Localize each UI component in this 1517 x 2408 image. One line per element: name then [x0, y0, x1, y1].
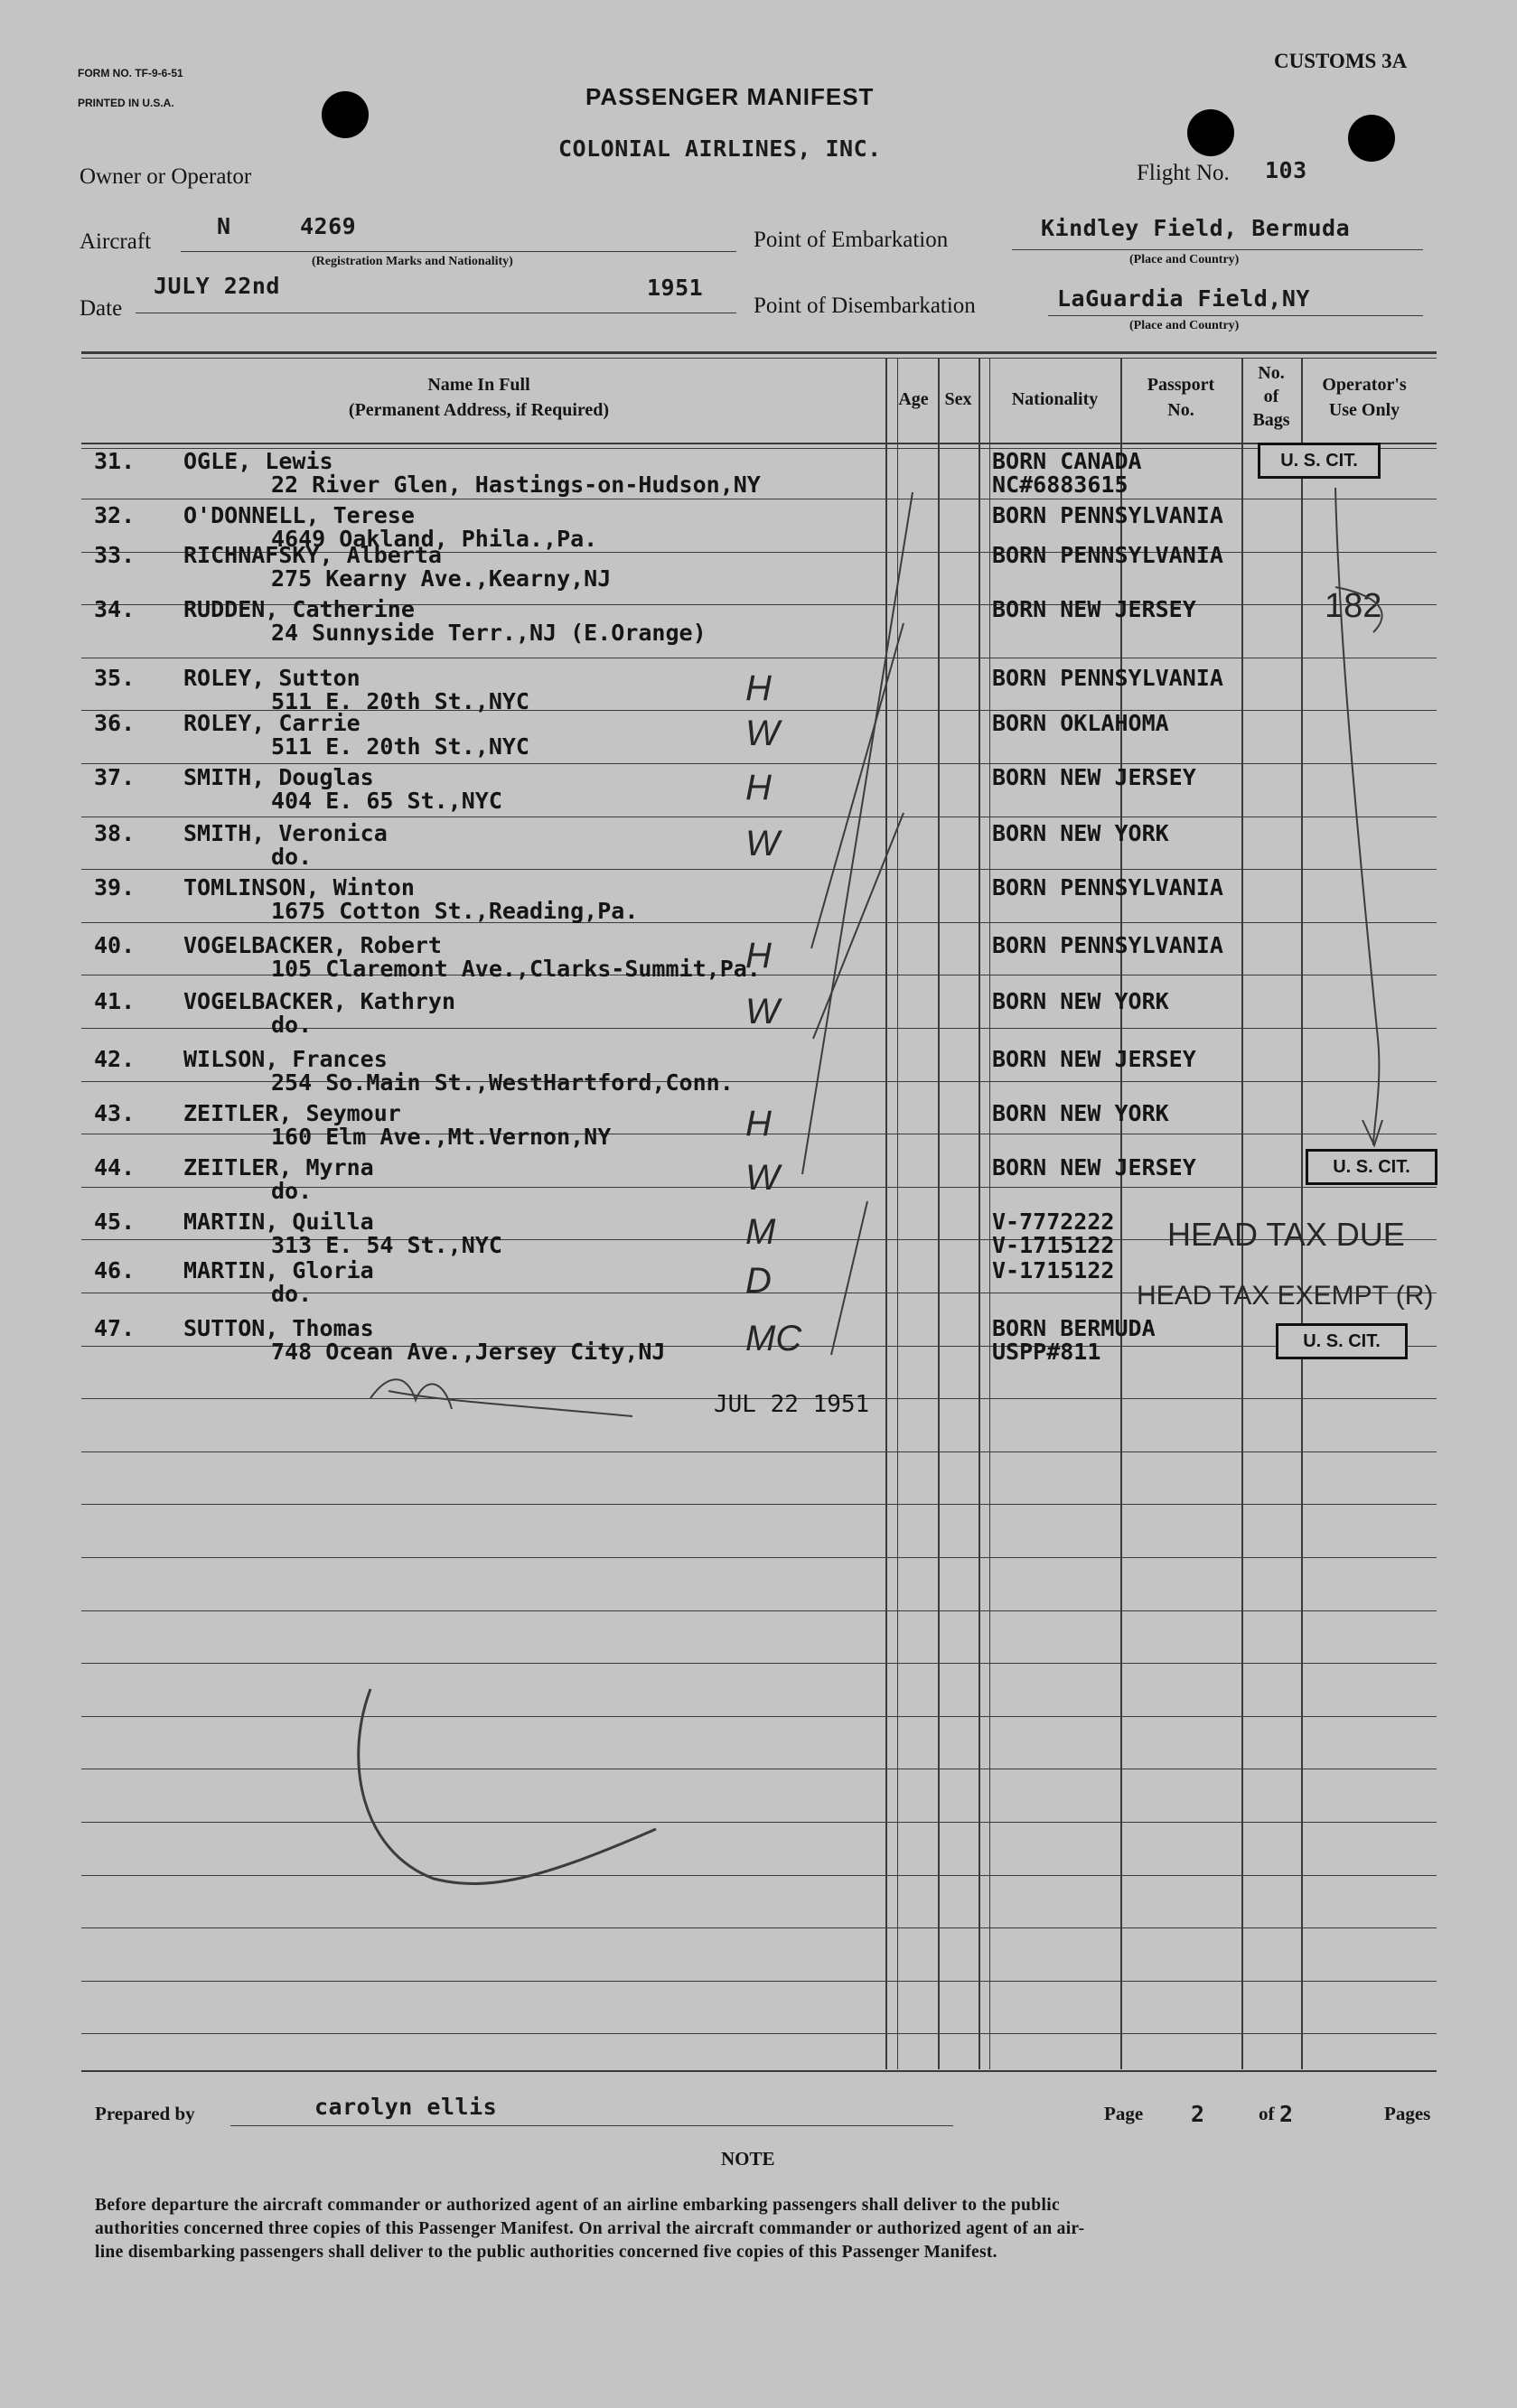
passenger-name: ROLEY, Sutton: [183, 665, 361, 691]
row-number: 31.: [94, 448, 136, 474]
col-header-name: Name In Full (Permanent Address, if Required): [348, 375, 610, 420]
footer-top-rule: [81, 2070, 1437, 2072]
row-number: 41.: [94, 988, 136, 1014]
us-citizen-stamp-3: U. S. CIT.: [1276, 1323, 1408, 1359]
page-label: Page: [1104, 2103, 1144, 2124]
note-line-3: line disembarking passengers shall deliver to the public authorities concerned five copies of this Passenger Manifest.: [95, 2243, 997, 2262]
handwritten-mark: W: [745, 824, 780, 863]
aircraft-reg-prefix: N: [217, 213, 231, 239]
date-label: Date: [80, 296, 123, 321]
passenger-address: 24 Sunnyside Terr.,NJ (E.Orange): [271, 620, 707, 646]
page-value: 2: [1191, 2101, 1205, 2127]
passenger-address: 404 E. 65 St.,NYC: [271, 788, 502, 814]
passenger-address: 4649 Oakland, Phila.,Pa.: [271, 526, 598, 552]
prepared-underline: [230, 2125, 953, 2126]
note-title: NOTE: [721, 2148, 775, 2170]
handwritten-mark: M: [745, 1212, 776, 1252]
col-header-age: Age: [898, 389, 929, 409]
flight-number: 103: [1265, 157, 1307, 183]
passenger-address: 22 River Glen, Hastings-on-Hudson,NY: [271, 471, 761, 498]
passenger-nationality: BORN PENNSYLVANIA: [992, 665, 1223, 691]
row-number: 34.: [94, 596, 136, 622]
disembark-caption: (Place and Country): [1129, 319, 1240, 332]
passenger-nationality: BORN NEW YORK: [992, 988, 1169, 1014]
row-number: 36.: [94, 710, 136, 736]
row-number: 32.: [94, 502, 136, 528]
embark-caption: (Place and Country): [1129, 253, 1240, 266]
passenger-nationality: BORN NEW JERSEY: [992, 1046, 1196, 1072]
passenger-nationality: BORN BERMUDA: [992, 1315, 1156, 1341]
passenger-nationality: BORN NEW JERSEY: [992, 1154, 1196, 1181]
note-line-1: Before departure the aircraft commander or authorized agent of an airline embarking passengers shall deliver to the public: [95, 2196, 1060, 2215]
passenger-address: 511 E. 20th St.,NYC: [271, 688, 529, 714]
form-number: FORM NO. TF-9-6-51: [78, 67, 183, 79]
passenger-address: 275 Kearny Ave.,Kearny,NJ: [271, 565, 612, 592]
col-header-bags: No. of Bags: [1252, 363, 1290, 430]
col-header-nationality: Nationality: [1011, 389, 1099, 409]
passenger-name: RUDDEN, Catherine: [183, 596, 415, 622]
row-number: 35.: [94, 665, 136, 691]
handwritten-mark: D: [745, 1261, 772, 1301]
passenger-name: VOGELBACKER, Robert: [183, 932, 442, 958]
passenger-name: SMITH, Douglas: [183, 764, 374, 790]
handwritten-mark: W: [745, 992, 780, 1031]
passenger-name: SUTTON, Thomas: [183, 1315, 374, 1341]
passenger-passport: USPP#811: [992, 1339, 1101, 1365]
passenger-nationality: BORN PENNSYLVANIA: [992, 542, 1223, 568]
row-number: 38.: [94, 820, 136, 846]
disembark-value: LaGuardia Field,NY: [1057, 285, 1310, 312]
passenger-name: TOMLINSON, Winton: [183, 874, 415, 901]
passenger-address: do.: [271, 844, 313, 870]
passenger-name: ZEITLER, Myrna: [183, 1154, 374, 1181]
passenger-name: SMITH, Veronica: [183, 820, 388, 846]
passenger-address: do.: [271, 1178, 313, 1204]
flight-label: Flight No.: [1137, 161, 1230, 185]
disembark-label: Point of Disembarkation: [754, 294, 976, 318]
passenger-name: O'DONNELL, Terese: [183, 502, 415, 528]
operator-value: COLONIAL AIRLINES, INC.: [558, 135, 882, 162]
passenger-name: ROLEY, Carrie: [183, 710, 361, 736]
operator-label: Owner or Operator: [80, 164, 252, 189]
aircraft-caption: (Registration Marks and Nationality): [312, 255, 513, 268]
handwritten-mark: MC: [745, 1319, 802, 1358]
date-received-stamp: JUL 22 1951: [714, 1391, 870, 1418]
pages-label: Pages: [1384, 2103, 1431, 2124]
passenger-address: 160 Elm Ave.,Mt.Vernon,NY: [271, 1124, 612, 1150]
row-number: 46.: [94, 1257, 136, 1283]
printed-in: PRINTED IN U.S.A.: [78, 97, 174, 109]
row-number: 47.: [94, 1315, 136, 1341]
passenger-name: RICHNAFSKY, Alberta: [183, 542, 442, 568]
prepared-by-value: carolyn ellis: [314, 2094, 498, 2120]
date-year: 1951: [647, 275, 704, 301]
us-citizen-stamp-1: U. S. CIT.: [1258, 443, 1381, 479]
handwritten-mark: W: [745, 714, 780, 753]
col-header-sex: Sex: [944, 389, 972, 409]
passenger-address: 254 So.Main St.,WestHartford,Conn.: [271, 1069, 734, 1096]
passenger-nationality: BORN OKLAHOMA: [992, 710, 1169, 736]
embark-label: Point of Embarkation: [754, 228, 949, 252]
date-value: JULY 22nd: [154, 273, 280, 299]
row-number: 43.: [94, 1100, 136, 1126]
passenger-name: WILSON, Frances: [183, 1046, 388, 1072]
passenger-name: ZEITLER, Seymour: [183, 1100, 401, 1126]
passenger-address: do.: [271, 1281, 313, 1307]
bags-total-handwritten: 182: [1325, 587, 1382, 625]
customs-form-label: CUSTOMS 3A: [1274, 50, 1408, 72]
row-number: 39.: [94, 874, 136, 901]
col-header-passport: Passport No.: [1147, 375, 1215, 420]
handwritten-mark: H: [745, 668, 772, 708]
handwritten-mark: H: [745, 1104, 772, 1143]
passenger-nationality: BORN NEW JERSEY: [992, 596, 1196, 622]
handwritten-mark: H: [745, 768, 772, 807]
us-citizen-stamp-2: U. S. CIT.: [1306, 1149, 1437, 1185]
passenger-address: 748 Ocean Ave.,Jersey City,NJ: [271, 1339, 666, 1365]
row-number: 37.: [94, 764, 136, 790]
note-line-2: authorities concerned three copies of this Passenger Manifest. On arrival the aircraft commander or authorized agent of an air-: [95, 2219, 1085, 2238]
document-title: PASSENGER MANIFEST: [585, 83, 875, 110]
passenger-passport: NC#6883615: [992, 471, 1128, 498]
passenger-address: 105 Claremont Ave.,Clarks-Summit,Pa.: [271, 956, 761, 982]
embark-value: Kindley Field, Bermuda: [1041, 215, 1351, 241]
col-header-operator-use: Operator's Use Only: [1322, 375, 1407, 420]
passenger-name: VOGELBACKER, Kathryn: [183, 988, 456, 1014]
handwritten-mark: H: [745, 936, 772, 975]
passenger-nationality: BORN NEW YORK: [992, 820, 1169, 846]
row-number: 44.: [94, 1154, 136, 1181]
passenger-address: 511 E. 20th St.,NYC: [271, 733, 529, 760]
passenger-address: 313 E. 54 St.,NYC: [271, 1232, 502, 1258]
passenger-nationality: BORN PENNSYLVANIA: [992, 874, 1223, 901]
passenger-address: 1675 Cotton St.,Reading,Pa.: [271, 898, 639, 924]
row-number: 40.: [94, 932, 136, 958]
passenger-nationality: V-7772222: [992, 1209, 1115, 1235]
passenger-nationality: BORN CANADA: [992, 448, 1142, 474]
passenger-nationality: BORN NEW YORK: [992, 1100, 1169, 1126]
aircraft-reg-number: 4269: [300, 213, 357, 239]
aircraft-label: Aircraft: [80, 229, 152, 254]
passenger-name: MARTIN, Quilla: [183, 1209, 374, 1235]
of-label: of: [1259, 2103, 1275, 2124]
row-number: 33.: [94, 542, 136, 568]
of-value: 2: [1279, 2101, 1294, 2127]
passenger-nationality: V-1715122: [992, 1257, 1115, 1283]
handwritten-mark: W: [745, 1158, 780, 1198]
passenger-nationality: BORN PENNSYLVANIA: [992, 502, 1223, 528]
row-number: 42.: [94, 1046, 136, 1072]
row-number: 45.: [94, 1209, 136, 1235]
prepared-label: Prepared by: [95, 2103, 195, 2124]
passenger-name: MARTIN, Gloria: [183, 1257, 374, 1283]
head-tax-exempt-stamp: HEAD TAX EXEMPT (R): [1137, 1281, 1434, 1311]
passenger-nationality: BORN NEW JERSEY: [992, 764, 1196, 790]
head-tax-due-stamp: HEAD TAX DUE: [1167, 1216, 1405, 1253]
passenger-nationality: BORN PENNSYLVANIA: [992, 932, 1223, 958]
passenger-address: do.: [271, 1012, 313, 1038]
passenger-name: OGLE, Lewis: [183, 448, 333, 474]
passenger-passport: V-1715122: [992, 1232, 1115, 1258]
